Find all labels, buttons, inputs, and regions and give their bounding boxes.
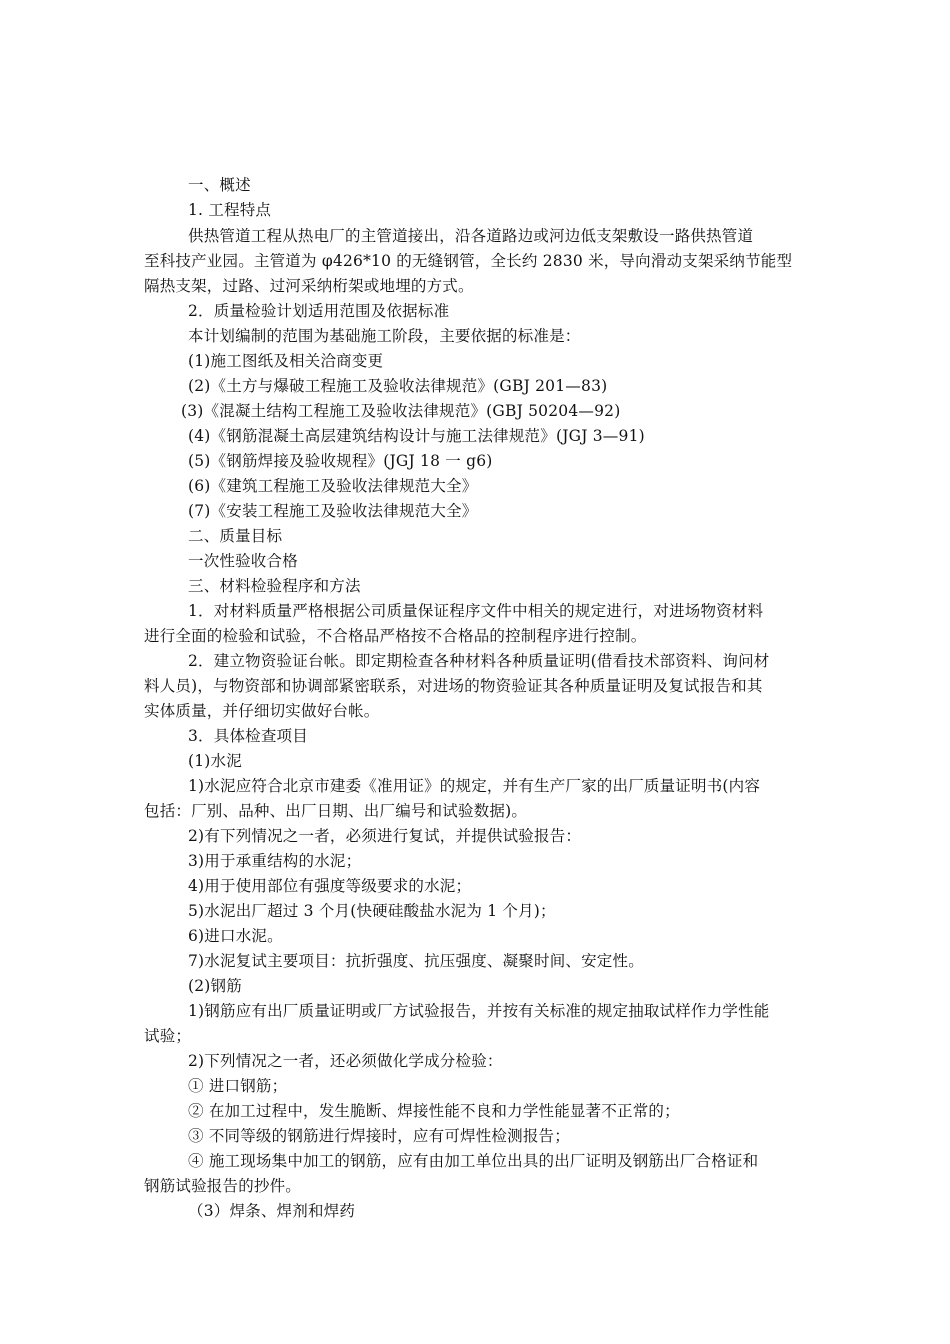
list-item: 3)用于承重结构的水泥； [188, 852, 362, 870]
list-item: (3)《混凝土结构工程施工及验收法律规范》(GBJ 50204—92) [181, 402, 621, 420]
paragraph-line: 至科技产业园。主管道为 φ426*10 的无缝钢管，全长约 2830 米，导向滑动支架采纳节能型 [144, 252, 793, 270]
list-item: 2)有下列情况之一者，必须进行复试，并提供试验报告： [188, 827, 582, 845]
paragraph-line: 实体质量，并仔细切实做好台帐。 [144, 702, 380, 720]
list-item: ② 在加工过程中，发生脆断、焊接性能不良和力学性能显著不正常的； [188, 1102, 680, 1120]
paragraph-line: 一次性验收合格 [188, 552, 298, 570]
paragraph-line: 供热管道工程从热电厂的主管道接出，沿各道路边或河边低支架敷设一路供热管道 [188, 227, 754, 245]
list-item: 7)水泥复试主要项目：抗折强度、抗压强度、凝聚时间、安定性。 [188, 952, 644, 970]
list-item: 2)下列情况之一者，还必须做化学成分检验： [188, 1052, 503, 1070]
paragraph-line: 钢筋试验报告的抄件。 [144, 1177, 302, 1195]
section-heading: 一、概述 [188, 176, 251, 194]
list-item: (2)钢筋 [188, 977, 242, 995]
list-item: ③ 不同等级的钢筋进行焊接时，应有可焊性检测报告； [188, 1127, 570, 1145]
list-item: (4)《钢筋混凝土高层建筑结构设计与施工法律规范》(JGJ 3—91) [188, 427, 645, 445]
list-item: 6)进口水泥。 [188, 927, 283, 945]
list-item: ① 进口钢筋； [188, 1077, 288, 1095]
paragraph-line: 1)钢筋应有出厂质量证明或厂方试验报告，并按有关标准的规定抽取试样作力学性能 [188, 1002, 770, 1020]
subsection-heading: 2．质量检验计划适用范围及依据标准 [188, 302, 450, 320]
list-item: 5)水泥出厂超过 3 个月(快硬硅酸盐水泥为 1 个月)； [188, 902, 556, 920]
section-heading: 二、质量目标 [188, 527, 283, 545]
list-item: (6)《建筑工程施工及验收法律规范大全》 [188, 477, 478, 495]
list-item: 4)用于使用部位有强度等级要求的水泥； [188, 877, 472, 895]
list-item: ④ 施工现场集中加工的钢筋，应有由加工单位出具的出厂证明及钢筋出厂合格证和 [188, 1152, 759, 1170]
paragraph-line: 试验； [144, 1027, 192, 1045]
list-item: (2)《土方与爆破工程施工及验收法律规范》(GBJ 201—83) [188, 377, 608, 395]
list-item: (1)施工图纸及相关洽商变更 [188, 352, 384, 370]
paragraph-line: 1．对材料质量严格根据公司质量保证程序文件中相关的规定进行，对进场物资材料 [188, 602, 764, 620]
paragraph-line: 2．建立物资验证台帐。即定期检查各种材料各种质量证明(借看技术部资料、询问材 [188, 652, 770, 670]
paragraph-line: 本计划编制的范围为基础施工阶段，主要依据的标准是： [188, 327, 581, 345]
paragraph-line: 进行全面的检验和试验，不合格品严格按不合格品的控制程序进行控制。 [144, 627, 647, 645]
paragraph-line: 隔热支架，过路、过河采纳桁架或地埋的方式。 [144, 277, 474, 295]
paragraph-line: 包括：厂别、品种、出厂日期、出厂编号和试验数据)。 [144, 802, 528, 820]
list-item: (5)《钢筋焊接及验收规程》(JGJ 18 一 g6) [188, 452, 493, 470]
paragraph-line: 1)水泥应符合北京市建委《准用证》的规定，并有生产厂家的出厂质量证明书(内容 [188, 777, 761, 795]
section-heading: 三、材料检验程序和方法 [188, 577, 361, 595]
paragraph-line: 料人员)，与物资部和协调部紧密联系，对进场的物资验证其各种质量证明及复试报告和其 [144, 677, 763, 695]
subsection-heading: 1. 工程特点 [188, 201, 272, 219]
list-item: (7)《安装工程施工及验收法律规范大全》 [188, 502, 478, 520]
list-item: （3）焊条、焊剂和焊药 [188, 1202, 356, 1220]
list-item: (1)水泥 [188, 752, 242, 770]
subsection-heading: 3．具体检查项目 [188, 727, 308, 745]
